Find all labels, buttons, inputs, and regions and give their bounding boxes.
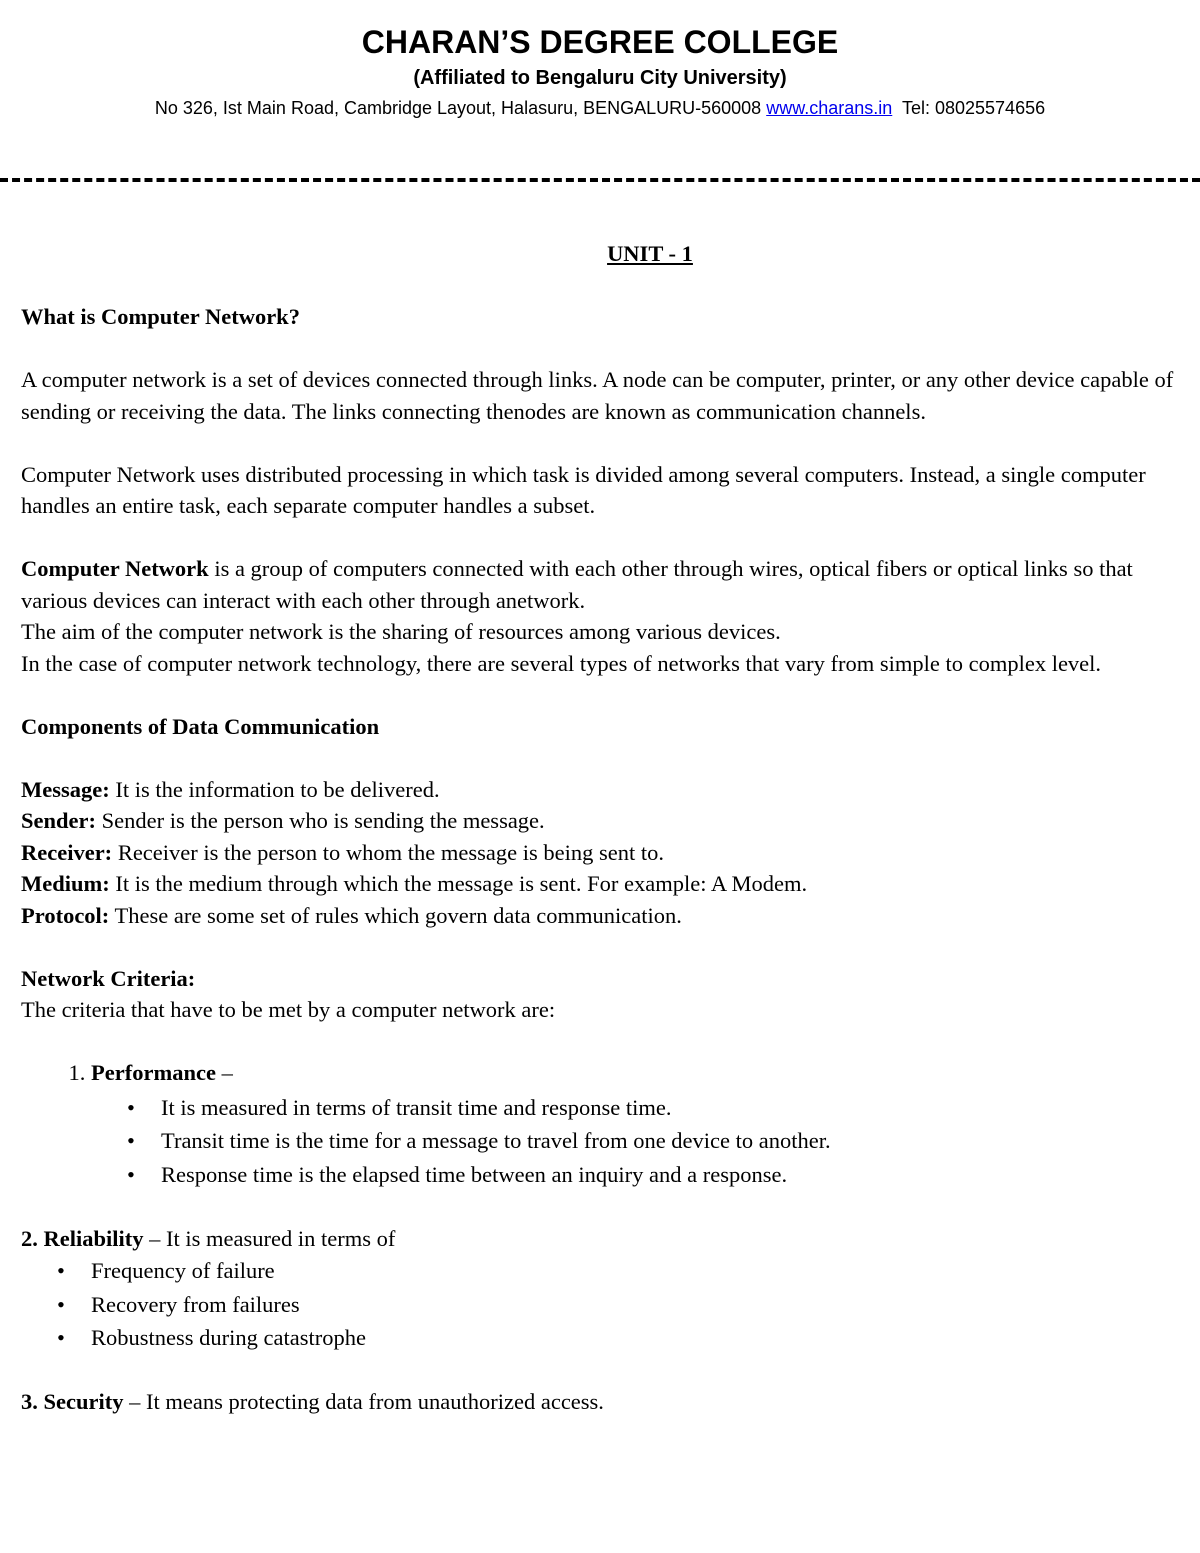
address-text: No 326, Ist Main Road, Cambridge Layout, Halasuru, BENGALURU-560008: [154, 98, 762, 118]
component-item: Message: It is the information to be delivered.: [21, 776, 440, 802]
component-item: Medium: It is the medium through which the message is sent. For example: A Modem.: [21, 871, 808, 896]
criteria-intro: The criteria that have to be met by a computer network are:: [21, 997, 556, 1022]
criteria-security: 3. Security – It means protecting data from unauthorized access.: [21, 1389, 604, 1414]
list-item: • Robustness during catastrophe: [91, 1321, 1196, 1355]
paragraph-definition: A computer network is a set of devices connected through links. A node can be computer, printer, or any other device capable of sending or receiving the data. The links connecting thenodes are known as communication channels.: [21, 367, 1174, 424]
criteria-reliability: 2. Reliability – It is measured in terms of: [21, 1225, 396, 1251]
section-heading-computer-network: What is Computer Network?: [21, 304, 300, 329]
document-body: [21, 238, 1196, 1418]
section-heading-criteria: Network Criteria:: [21, 965, 196, 991]
paragraph-aim: The aim of the computer network is the sharing of resources among various devices.: [21, 619, 781, 644]
letterhead: [0, 22, 1200, 122]
component-item: Sender: Sender is the person who is sending the message.: [21, 808, 545, 833]
unit-title: UNIT - 1: [607, 241, 693, 266]
list-item: • Transit time is the time for a message to travel from one device to another.: [161, 1124, 1196, 1158]
list-item: • It is measured in terms of transit time and response time.: [161, 1091, 1196, 1125]
performance-bullets: [91, 1091, 1196, 1192]
paragraph-group: Computer Network is a group of computers connected with each other through wires, optical fibers or optical links so that various devices can interact with each other through anetwork.: [21, 556, 1133, 613]
tel-label: Tel:: [901, 98, 930, 118]
website-link[interactable]: www.charans.in: [766, 98, 893, 118]
list-item: • Recovery from failures: [91, 1288, 1196, 1322]
criteria-list: [21, 1057, 1196, 1191]
tel-number: 08025574656: [934, 98, 1046, 118]
component-item: Protocol: These are some set of rules which govern data communication.: [21, 902, 682, 928]
component-item: Receiver: Receiver is the person to whom the message is being sent to.: [21, 839, 664, 865]
section-heading-components: Components of Data Communication: [21, 713, 380, 739]
list-item: • Frequency of failure: [91, 1254, 1196, 1288]
paragraph-types: In the case of computer network technology, there are several types of networks that vary from simple to complex level.: [21, 650, 1102, 676]
criteria-performance: 1. Performance – • It is measured in terms of transit time and response time. • Transit time is the time for a message to travel from one device to another. • Response time is the elapsed time between an inquiry and a response.: [91, 1057, 1196, 1191]
paragraph-distributed: Computer Network uses distributed processing in which task is divided among several computers. Instead, a single computer handles an entire task, each separate computer handles a subset.: [21, 461, 1146, 518]
college-name: CHARAN’S DEGREE COLLEGE: [361, 24, 839, 60]
list-item: • Response time is the elapsed time between an inquiry and a response.: [161, 1158, 1196, 1192]
affiliation: (Affiliated to Bengaluru City University): [413, 67, 787, 89]
dashed-divider: [0, 178, 1200, 182]
address-line: [120, 94, 1080, 122]
reliability-bullets: [21, 1254, 1196, 1355]
